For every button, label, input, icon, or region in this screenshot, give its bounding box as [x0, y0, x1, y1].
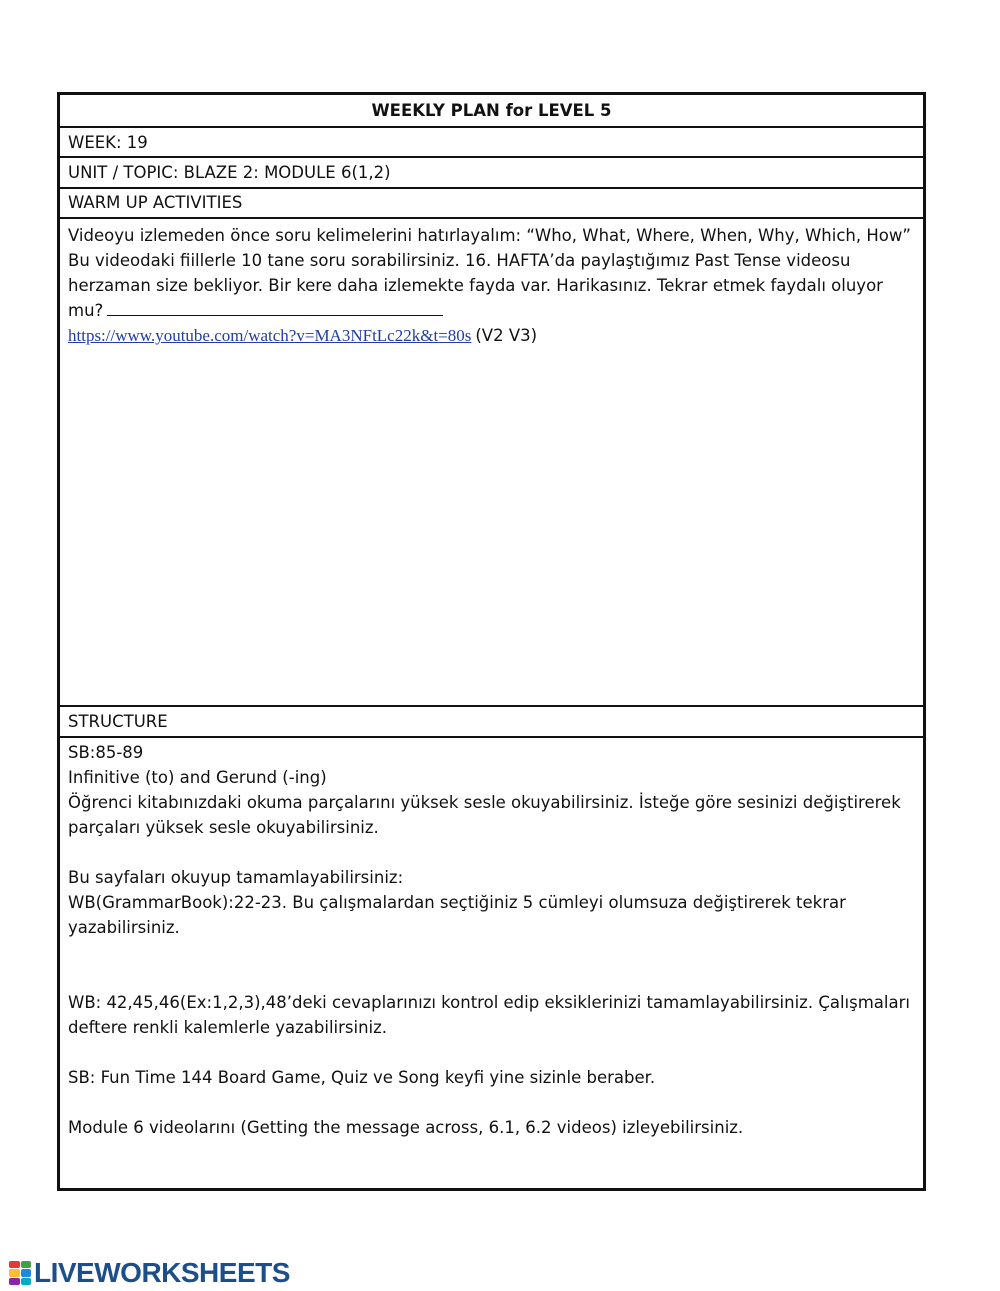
video-link-line [68, 323, 915, 348]
logo-square [21, 1278, 32, 1285]
warmup-line: herzaman size bekliyor. Bir kere daha izlemekte fayda var. Harikasınız. Tekrar etmek faydalı oluyor [68, 276, 883, 295]
logo-text: LIVEWORKSHEETS [34, 1257, 290, 1288]
structure-line: Bu sayfaları okuyup tamamlayabilirsiniz: [68, 868, 404, 887]
structure-line: Öğrenci kitabınızdaki okuma parçalarını yüksek sesle okuyabilirsiniz. İsteğe göre sesinizi değiştirerek [68, 793, 901, 812]
unit-topic-label: UNIT / TOPIC: BLAZE 2: MODULE 6(1,2) [60, 158, 923, 189]
spacer [68, 840, 915, 865]
warmup-content [60, 219, 923, 707]
warmup-line: Bu videodaki fiillerle 10 tane soru sorabilirsiniz. 16. HAFTA’da paylaştığımız Past Tense videosu [68, 251, 851, 270]
structure-line: WB: 42,45,46(Ex:1,2,3),48’deki cevaplarınızı kontrol edip eksiklerinizi tamamlayabilirsiniz. Çalışmaları [68, 993, 910, 1012]
warmup-line: mu? [68, 301, 104, 320]
logo-square [9, 1278, 20, 1285]
structure-line: WB(GrammarBook):22-23. Bu çalışmalardan seçtiğiniz 5 cümleyi olumsuza değiştirerek tekrar [68, 893, 846, 912]
structure-line: parçaları yüksek sesle okuyabilirsiniz. [68, 818, 379, 837]
plan-title: WEEKLY PLAN for LEVEL 5 [60, 95, 923, 128]
structure-line: yazabilirsiniz. [68, 918, 180, 937]
video-link-suffix: (V2 V3) [475, 326, 538, 345]
structure-line: Module 6 videolarını (Getting the message across, 6.1, 6.2 videos) izleyebilirsiniz. [68, 1118, 744, 1137]
structure-line: Infinitive (to) and Gerund (-ing) [68, 768, 327, 787]
structure-line: SB: Fun Time 144 Board Game, Quiz ve Song keyfi yine sizinle beraber. [68, 1068, 656, 1087]
week-label: WEEK: 19 [60, 128, 923, 158]
structure-content [60, 738, 923, 1188]
structure-heading: STRUCTURE [60, 707, 923, 738]
warmup-heading: WARM UP ACTIVITIES [60, 189, 923, 219]
youtube-video-link[interactable]: https://www.youtube.com/watch?v=MA3NFtLc22k&t=80s [68, 326, 472, 345]
spacer [68, 1090, 915, 1115]
liveworksheets-logo-icon [9, 1261, 31, 1285]
structure-line: SB:85-89 [68, 743, 144, 762]
warmup-line: Videoyu izlemeden önce soru kelimelerini hatırlayalım: “Who, What, Where, When, Why, Which, How” [68, 226, 911, 245]
logo-square [21, 1261, 32, 1268]
liveworksheets-logo[interactable] [9, 1258, 290, 1288]
spacer [68, 1040, 915, 1065]
logo-square [21, 1269, 32, 1276]
logo-square [9, 1261, 20, 1268]
structure-line: deftere renkli kalemlerle yazabilirsiniz. [68, 1018, 388, 1037]
logo-square [9, 1269, 20, 1276]
spacer [68, 940, 915, 990]
warmup-answer-line [68, 298, 915, 323]
weekly-plan-table [57, 92, 926, 1191]
answer-blank[interactable] [107, 301, 443, 316]
